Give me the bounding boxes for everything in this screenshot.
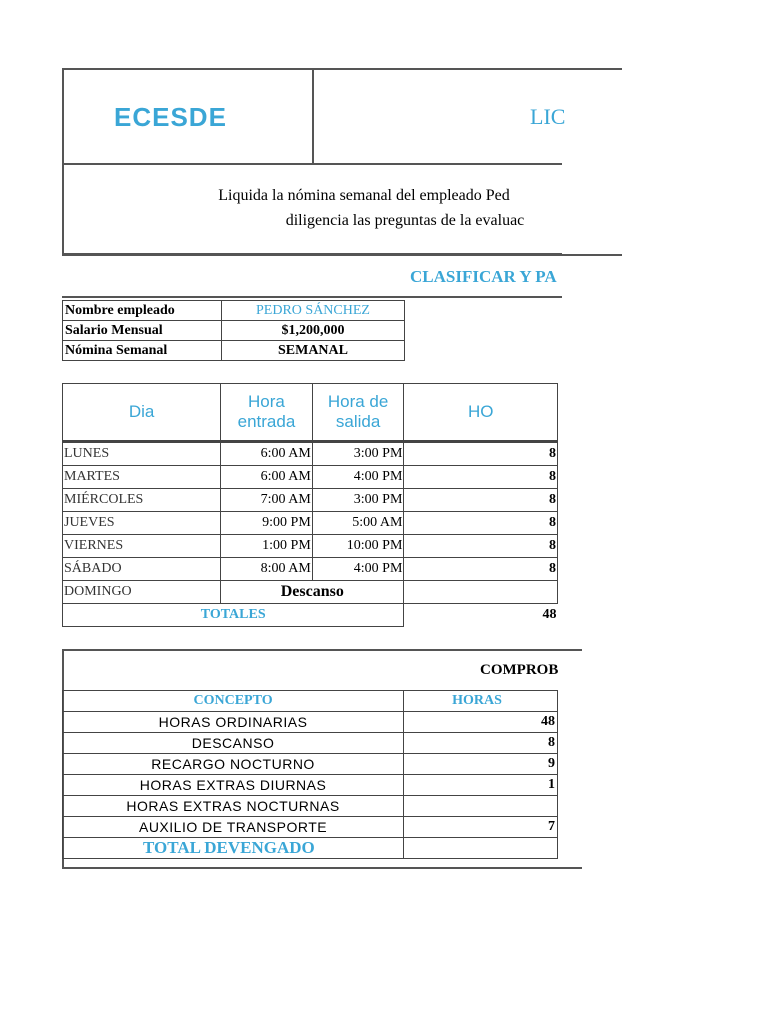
table-row (63, 442, 558, 466)
comprobante-table (62, 690, 558, 859)
day-cell: VIERNES (63, 535, 221, 558)
table-row (63, 301, 405, 321)
salary-label: Salario Mensual (63, 321, 222, 341)
header-divider (62, 163, 562, 165)
column-header-exit (312, 384, 404, 442)
comprobante-title: COMPROB (480, 662, 559, 678)
table-row (63, 321, 405, 341)
table-row (63, 535, 558, 558)
hours-cell: 9 (404, 754, 558, 775)
entry-cell: 7:00 AM (221, 489, 313, 512)
payroll-value: SEMANAL (222, 341, 405, 361)
hours-cell: 8 (404, 733, 558, 754)
entry-header-line2: entrada (237, 412, 296, 431)
comprobante-header-row (63, 691, 558, 712)
entry-header-line1: Hora (248, 392, 285, 411)
concept-cell: HORAS EXTRAS DIURNAS (63, 775, 404, 796)
exit-cell: 4:00 PM (312, 466, 404, 489)
ho-cell: 8 (404, 512, 558, 535)
ho-cell: 8 (404, 466, 558, 489)
table-row (63, 775, 558, 796)
concept-cell: AUXILIO DE TRANSPORTE (63, 817, 404, 838)
exit-cell: 4:00 PM (312, 558, 404, 581)
column-header-ho: HO (404, 384, 558, 442)
exit-header-line1: Hora de (327, 392, 389, 411)
schedule-header-row (63, 384, 558, 442)
description-line-1: Liquida la nómina semanal del empleado Ped (218, 187, 510, 204)
rest-note: Descanso (221, 581, 404, 604)
table-row (63, 512, 558, 535)
exit-cell: 5:00 AM (312, 512, 404, 535)
day-cell: JUEVES (63, 512, 221, 535)
section-title: CLASIFICAR Y PA (410, 267, 557, 286)
header-divider (312, 68, 314, 165)
table-row (63, 489, 558, 512)
hours-cell: 48 (404, 712, 558, 733)
ho-cell: 8 (404, 489, 558, 512)
total-hours (404, 838, 558, 859)
column-header-day: Dia (63, 384, 221, 442)
totals-ho: 48 (542, 607, 557, 623)
exit-header-line2: salida (335, 412, 381, 431)
ecesde-logo: ECESDE (114, 102, 227, 132)
concept-cell: HORAS EXTRAS NOCTURNAS (63, 796, 404, 817)
ho-cell: 8 (404, 535, 558, 558)
ho-cell (404, 581, 558, 604)
column-header-hours: HORAS (404, 691, 558, 712)
table-row (63, 733, 558, 754)
employee-info-table (62, 300, 405, 361)
page-title: LIC (530, 104, 566, 129)
ho-cell: 8 (404, 442, 558, 466)
column-header-entry (221, 384, 313, 442)
concept-cell: DESCANSO (63, 733, 404, 754)
exit-cell: 10:00 PM (312, 535, 404, 558)
day-cell: LUNES (63, 442, 221, 466)
column-header-concept: CONCEPTO (63, 691, 404, 712)
entry-cell: 6:00 AM (221, 442, 313, 466)
name-label: Nombre empleado (63, 301, 222, 321)
totals-row (63, 604, 558, 627)
day-cell: DOMINGO (63, 581, 221, 604)
table-row (63, 796, 558, 817)
hours-cell: 7 (404, 817, 558, 838)
concept-cell: HORAS ORDINARIAS (63, 712, 404, 733)
table-row (63, 341, 405, 361)
header-divider (62, 296, 562, 298)
hours-cell (404, 796, 558, 817)
concept-cell: RECARGO NOCTURNO (63, 754, 404, 775)
payroll-label: Nómina Semanal (63, 341, 222, 361)
exit-cell: 3:00 PM (312, 489, 404, 512)
header-divider (62, 253, 562, 255)
table-row (63, 754, 558, 775)
table-row (63, 712, 558, 733)
totals-label: TOTALES (63, 604, 404, 627)
day-cell: MIÉRCOLES (63, 489, 221, 512)
total-label: TOTAL DEVENGADO (63, 838, 404, 859)
hours-cell: 1 (404, 775, 558, 796)
entry-cell: 8:00 AM (221, 558, 313, 581)
ho-cell: 8 (404, 558, 558, 581)
entry-cell: 9:00 PM (221, 512, 313, 535)
table-row (63, 558, 558, 581)
exit-cell: 3:00 PM (312, 442, 404, 466)
name-value: PEDRO SÁNCHEZ (222, 301, 405, 321)
description-line-2: diligencia las preguntas de la evaluac (285, 212, 525, 229)
entry-cell: 6:00 AM (221, 466, 313, 489)
schedule-table (62, 383, 558, 627)
total-row (63, 838, 558, 859)
entry-cell: 1:00 PM (221, 535, 313, 558)
table-row (63, 581, 558, 604)
table-row (63, 466, 558, 489)
salary-value: $1,200,000 (222, 321, 405, 341)
day-cell: SÁBADO (63, 558, 221, 581)
day-cell: MARTES (63, 466, 221, 489)
table-row (63, 817, 558, 838)
